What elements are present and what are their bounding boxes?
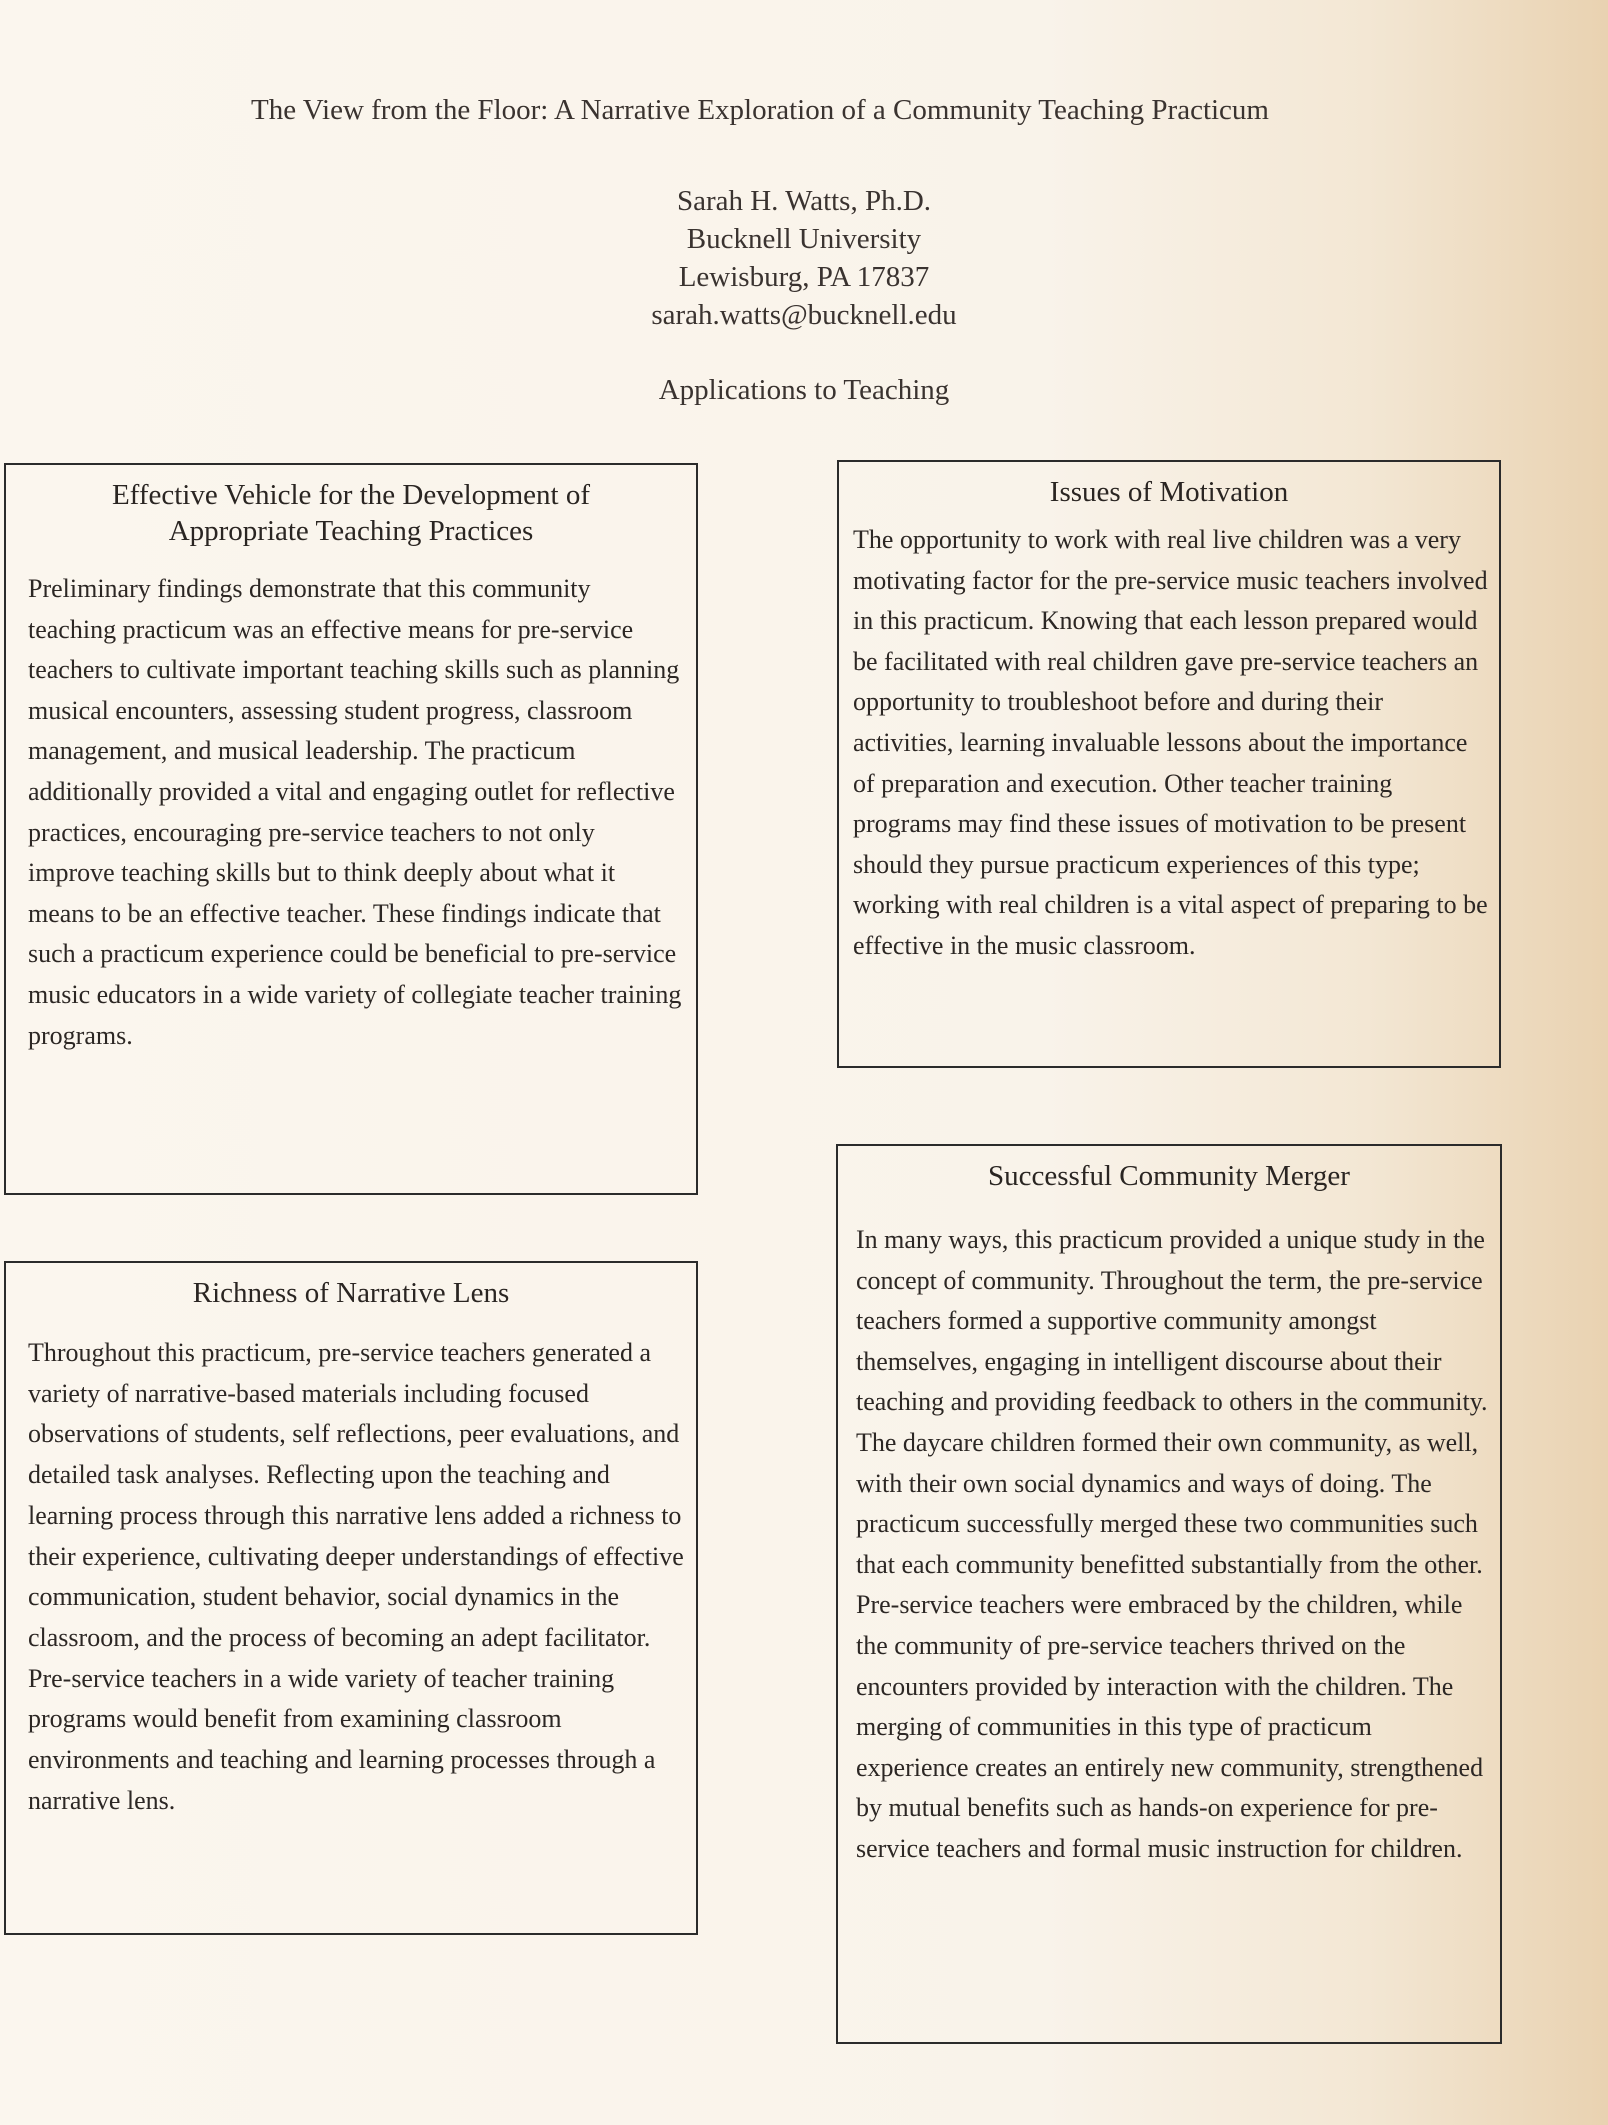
narrative-section-box [4, 1261, 698, 1935]
community-section-heading: Successful Community Merger [988, 1160, 1350, 1192]
vehicle-section-box [4, 463, 698, 1195]
vehicle-section-heading [6, 465, 696, 549]
vehicle-heading-line1: Effective Vehicle for the Development of [111, 479, 591, 511]
motivation-section-box [837, 460, 1501, 1068]
document-title: The View from the Floor: A Narrative Exploration of a Community Teaching Practicum [251, 94, 1269, 126]
community-section-body: In many ways, this practicum provided a unique study in the concept of community. Throughout the term, the pre-service teachers formed a supportive community amongst themselves, engaging in intelligent discourse about their teaching and providing feedback to others in the community. The daycare children formed their own community, as well, with their own social dynamics and ways of doing. The practicum successfully merged these two communities such that each community benefitted substantially from the other. Pre-service teachers were embraced by the children, while the community of pre-service teachers thrived on the encounters provided by interaction with the children. The merging of communities in this type of practicum experience creates an entirely new community, strengthened by mutual benefits such as hands-on experience for pre-service teachers and formal music instruction for children. [856, 1225, 1488, 1863]
author-block [0, 182, 1608, 334]
community-section-box [836, 1144, 1502, 2044]
author-name: Sarah H. Watts, Ph.D. [676, 185, 932, 217]
narrative-section-body: Throughout this practicum, pre-service teachers generated a variety of narrative-based materials including focused observations of students, self reflections, peer evaluations, and detailed task analyses. Reflecting upon the teaching and learning process through this narrative lens added a richness to their experience, cultivating deeper understandings of effective communication, student behavior, social dynamics in the classroom, and the process of becoming an adept facilitator. Pre-service teachers in a wide variety of teacher training programs would benefit from examining classroom environments and teaching and learning processes through a narrative lens. [28, 1338, 684, 1815]
motivation-section-body: The opportunity to work with real live children was a very motivating factor for the pre-service music teachers involved in this practicum. Knowing that each lesson prepared would be facilitated with real children gave pre-service teachers an opportunity to troubleshoot before and during their activities, learning invaluable lessons about the importance of preparation and execution. Other teacher training programs may find these issues of motivation to be present should they pursue practicum experiences of this type; working with real children is a vital aspect of preparing to be effective in the music classroom. [853, 525, 1488, 960]
author-institution: Bucknell University [686, 223, 922, 255]
vehicle-heading-line2: Appropriate Teaching Practices [168, 515, 534, 547]
narrative-section-heading: Richness of Narrative Lens [192, 1277, 510, 1309]
section-subtitle: Applications to Teaching [658, 374, 950, 406]
vehicle-section-body: Preliminary findings demonstrate that this community teaching practicum was an effective means for pre-service teachers to cultivate important teaching skills such as planning musical encounters, assessing student progress, classroom management, and musical leadership. The practicum additionally provided a vital and engaging outlet for reflective practices, encouraging pre-service teachers to not only improve teaching skills but to think deeply about what it means to be an effective teacher. These findings indicate that such a practicum experience could be beneficial to pre-service music educators in a wide variety of collegiate teacher training programs. [28, 574, 682, 1050]
author-location: Lewisburg, PA 17837 [678, 261, 930, 293]
motivation-section-heading: Issues of Motivation [1049, 476, 1289, 508]
author-email: sarah.watts@bucknell.edu [651, 299, 957, 331]
